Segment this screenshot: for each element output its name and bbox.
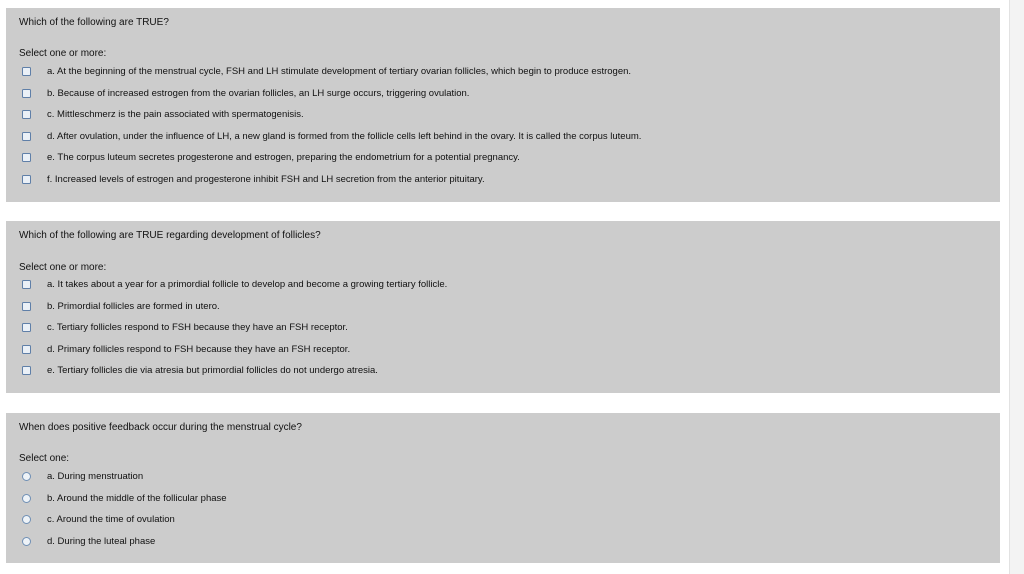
q3-option-c[interactable] <box>22 513 227 535</box>
checkbox[interactable] <box>22 345 31 354</box>
q1-option-c[interactable] <box>22 108 641 130</box>
option-label: e. The corpus luteum secretes progesterone and estrogen, preparing the endometrium for a potential pregnancy. <box>47 152 520 163</box>
checkbox[interactable] <box>22 132 31 141</box>
question-1-panel <box>6 8 1000 202</box>
option-label: d. During the luteal phase <box>47 535 156 547</box>
q3-option-d[interactable] <box>22 535 227 557</box>
q2-option-c[interactable] <box>22 321 447 343</box>
checkbox[interactable] <box>22 67 31 76</box>
radio-button[interactable] <box>22 472 31 481</box>
q1-option-a[interactable] <box>22 65 641 87</box>
q2-option-e[interactable] <box>22 364 447 386</box>
checkbox[interactable] <box>22 89 31 98</box>
checkbox[interactable] <box>22 153 31 162</box>
option-label: a. During menstruation <box>47 471 144 482</box>
q1-option-e[interactable] <box>22 151 641 173</box>
option-label: a. At the beginning of the menstrual cycle, FSH and LH stimulate development of tertiary ovarian follicles, which begin to produce estrogen. <box>47 66 632 77</box>
checkbox[interactable] <box>22 280 31 289</box>
q3-option-b[interactable] <box>22 492 227 514</box>
question-2-prompt: Select one or more: <box>19 262 107 273</box>
question-2-options <box>22 278 447 386</box>
option-label: e. Tertiary follicles die via atresia but primordial follicles do not undergo atresia. <box>47 365 378 376</box>
q3-option-a[interactable] <box>22 470 227 492</box>
page-scrollbar[interactable] <box>1009 0 1024 574</box>
q1-option-f[interactable] <box>22 173 641 195</box>
option-label: c. Tertiary follicles respond to FSH because they have an FSH receptor. <box>47 322 348 333</box>
radio-button[interactable] <box>22 494 31 503</box>
option-label: d. After ovulation, under the influence of LH, a new gland is formed from the follicle cells left behind in the ovary. It is called the corpus luteum. <box>47 130 642 142</box>
q2-option-b[interactable] <box>22 300 447 322</box>
checkbox[interactable] <box>22 366 31 375</box>
checkbox[interactable] <box>22 323 31 332</box>
option-label: d. Primary follicles respond to FSH because they have an FSH receptor. <box>47 343 351 355</box>
question-2-panel <box>6 221 1000 393</box>
option-label: b. Around the middle of the follicular phase <box>47 492 227 504</box>
option-label: c. Around the time of ovulation <box>47 514 175 525</box>
question-1-text: Which of the following are TRUE? <box>19 17 169 28</box>
q1-option-b[interactable] <box>22 87 641 109</box>
option-label: a. It takes about a year for a primordial follicle to develop and become a growing tertiary follicle. <box>47 279 448 290</box>
question-3-prompt: Select one: <box>19 453 70 464</box>
option-label: b. Because of increased estrogen from the ovarian follicles, an LH surge occurs, triggering ovulation. <box>47 87 470 99</box>
option-label: b. Primordial follicles are formed in utero. <box>47 300 220 312</box>
question-2-text: Which of the following are TRUE regarding development of follicles? <box>19 230 321 241</box>
question-3-text: When does positive feedback occur during the menstrual cycle? <box>19 422 302 433</box>
checkbox[interactable] <box>22 110 31 119</box>
question-1-prompt: Select one or more: <box>19 48 107 59</box>
radio-button[interactable] <box>22 515 31 524</box>
option-label: c. Mittleschmerz is the pain associated with spermatogenisis. <box>47 109 304 120</box>
q2-option-d[interactable] <box>22 343 447 365</box>
question-3-options <box>22 470 227 556</box>
checkbox[interactable] <box>22 302 31 311</box>
question-1-options <box>22 65 641 194</box>
q2-option-a[interactable] <box>22 278 447 300</box>
option-label: f. Increased levels of estrogen and progesterone inhibit FSH and LH secretion from the anterior pituitary. <box>47 173 485 185</box>
radio-button[interactable] <box>22 537 31 546</box>
q1-option-d[interactable] <box>22 130 641 152</box>
checkbox[interactable] <box>22 175 31 184</box>
question-3-panel <box>6 413 1000 563</box>
